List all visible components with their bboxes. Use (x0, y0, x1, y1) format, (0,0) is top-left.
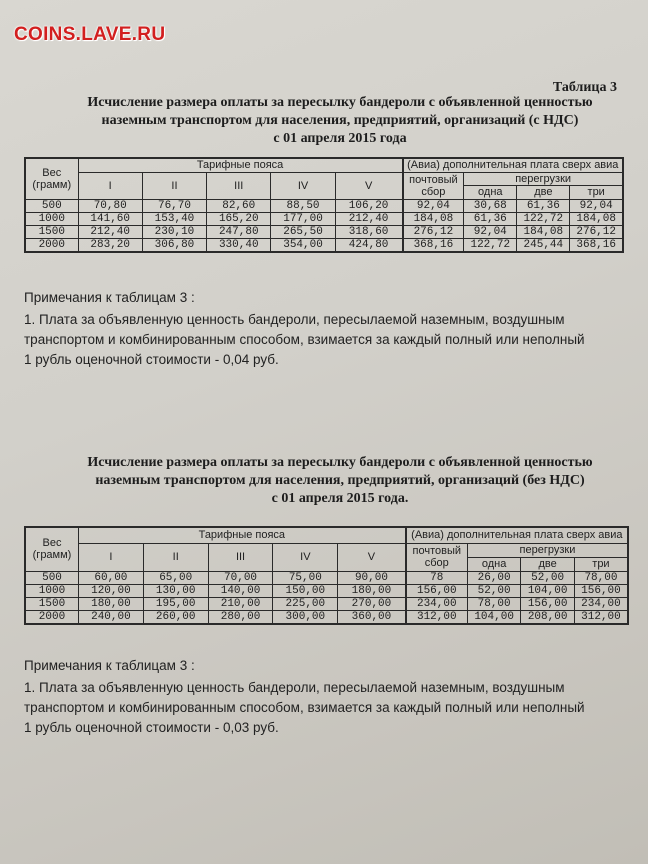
table-cell: 1500 (25, 225, 78, 238)
table-cell: 153,40 (142, 212, 206, 225)
table-cell: 212,40 (78, 225, 142, 238)
table-cell: 280,00 (208, 610, 273, 624)
notes-line: транспортом и комбинированным способом, взимается за каждый полный или неполный (24, 700, 585, 715)
table-cell: 500 (25, 199, 78, 212)
table-cell: 52,00 (467, 584, 521, 597)
transfer-count-header: одна (467, 557, 521, 571)
notes-heading: Примечания к таблицам 3 : (24, 290, 195, 305)
table-cell: 245,44 (517, 238, 570, 252)
table-cell: 130,00 (143, 584, 208, 597)
postal-fee-header: почтовый сбор (406, 543, 468, 571)
table-cell: 82,60 (207, 199, 271, 212)
table-cell: 177,00 (271, 212, 335, 225)
table-cell: 306,80 (142, 238, 206, 252)
table-number-label: Таблица 3 (552, 80, 617, 95)
table-cell: 180,00 (338, 584, 406, 597)
zone-header: III (207, 172, 271, 199)
table-cell: 1500 (25, 597, 79, 610)
zone-header: I (78, 172, 142, 199)
table2-notes (24, 656, 624, 738)
table1-title-line: наземным транспортом для населения, предприятий, организаций (с НДС) (101, 113, 579, 128)
zone-header: II (142, 172, 206, 199)
table-row (25, 584, 628, 597)
table-cell: 300,00 (273, 610, 338, 624)
table-cell: 184,08 (570, 212, 623, 225)
table-cell: 52,00 (521, 571, 575, 584)
zone-header: II (143, 543, 208, 571)
table-cell: 184,08 (517, 225, 570, 238)
table1-title-line: Исчисление размера оплаты за пересылку бандероли с объявленной ценностью (87, 95, 593, 110)
table-cell: 195,00 (143, 597, 208, 610)
weight-header: Вес (грамм) (25, 527, 79, 571)
table-cell: 265,50 (271, 225, 335, 238)
table-cell: 122,72 (464, 238, 517, 252)
table-row (25, 199, 623, 212)
table-cell: 354,00 (271, 238, 335, 252)
table-cell: 60,00 (79, 571, 144, 584)
tariff-table-without-vat (24, 526, 629, 625)
table-cell: 283,20 (78, 238, 142, 252)
notes-line: 1 рубль оценочной стоимости - 0,03 руб. (24, 720, 279, 735)
zone-header: IV (273, 543, 338, 571)
table-cell: 150,00 (273, 584, 338, 597)
table-cell: 65,00 (143, 571, 208, 584)
table-cell: 26,00 (467, 571, 521, 584)
transfer-count-header: одна (464, 185, 517, 199)
table-cell: 92,04 (403, 199, 464, 212)
transfers-header: перегрузки (467, 543, 628, 557)
table2-title-line: наземным транспортом для населения, предприятий, организаций (без НДС) (95, 473, 585, 488)
table-cell: 225,00 (273, 597, 338, 610)
table-cell: 75,00 (273, 571, 338, 584)
zone-header: III (208, 543, 273, 571)
table-cell: 156,00 (574, 584, 628, 597)
transfers-header: перегрузки (464, 172, 623, 185)
table-cell: 247,80 (207, 225, 271, 238)
table-cell: 70,00 (208, 571, 273, 584)
notes-heading: Примечания к таблицам 3 : (24, 658, 195, 673)
notes-line: 1 рубль оценочной стоимости - 0,04 руб. (24, 352, 279, 367)
table-cell: 78,00 (467, 597, 521, 610)
table-cell: 1000 (25, 584, 79, 597)
table2-title (40, 454, 640, 508)
table-cell: 368,16 (403, 238, 464, 252)
transfer-count-header: три (570, 185, 623, 199)
table-cell: 500 (25, 571, 79, 584)
table-cell: 78,00 (574, 571, 628, 584)
table-cell: 106,20 (335, 199, 402, 212)
table-row (25, 597, 628, 610)
postal-fee-header: почтовый сбор (403, 172, 464, 199)
table2-title-line: Исчисление размера оплаты за пересылку бандероли с объявленной ценностью (87, 455, 593, 470)
table-cell: 2000 (25, 610, 79, 624)
table-cell: 234,00 (574, 597, 628, 610)
table-row (25, 238, 623, 252)
table-cell: 184,08 (403, 212, 464, 225)
table-cell: 104,00 (467, 610, 521, 624)
table-cell: 165,20 (207, 212, 271, 225)
table-cell: 312,00 (406, 610, 468, 624)
table-cell: 78 (406, 571, 468, 584)
table-cell: 120,00 (79, 584, 144, 597)
table-cell: 276,12 (570, 225, 623, 238)
table-cell: 30,68 (464, 199, 517, 212)
table-cell: 230,10 (142, 225, 206, 238)
table1-title (40, 94, 640, 148)
notes-line: 1. Плата за объявленную ценность бандероли, пересылаемой наземным, воздушным (24, 680, 565, 695)
table-cell: 260,00 (143, 610, 208, 624)
table-cell: 76,70 (142, 199, 206, 212)
air-surcharge-header: (Авиа) дополнительная плата сверх авиа (403, 158, 623, 172)
table-cell: 212,40 (335, 212, 402, 225)
site-watermark: COINS.LAVE.RU (14, 24, 166, 45)
zone-header: IV (271, 172, 335, 199)
table-cell: 61,36 (517, 199, 570, 212)
air-surcharge-header: (Авиа) дополнительная плата сверх авиа (406, 527, 628, 543)
table-row (25, 225, 623, 238)
table-cell: 141,60 (78, 212, 142, 225)
table-cell: 70,80 (78, 199, 142, 212)
weight-header: Вес (грамм) (25, 158, 78, 199)
table-cell: 208,00 (521, 610, 575, 624)
table-row (25, 571, 628, 584)
notes-line: 1. Плата за объявленную ценность бандероли, пересылаемой наземным, воздушным (24, 312, 565, 327)
zone-header: I (79, 543, 144, 571)
table-cell: 276,12 (403, 225, 464, 238)
table-cell: 61,36 (464, 212, 517, 225)
table-row (25, 212, 623, 225)
transfer-count-header: две (521, 557, 575, 571)
table1-title-line: с 01 апреля 2015 года (273, 131, 407, 146)
tariff-zones-header: Тарифные пояса (78, 158, 402, 172)
table-cell: 122,72 (517, 212, 570, 225)
table-cell: 240,00 (79, 610, 144, 624)
table-cell: 180,00 (79, 597, 144, 610)
table1-notes (24, 288, 624, 370)
zone-header: V (335, 172, 402, 199)
table-cell: 312,00 (574, 610, 628, 624)
transfer-count-header: две (517, 185, 570, 199)
table-cell: 1000 (25, 212, 78, 225)
table-cell: 318,60 (335, 225, 402, 238)
table-cell: 270,00 (338, 597, 406, 610)
table-cell: 156,00 (521, 597, 575, 610)
table-cell: 92,04 (464, 225, 517, 238)
table-row (25, 610, 628, 624)
table-cell: 360,00 (338, 610, 406, 624)
table-cell: 90,00 (338, 571, 406, 584)
table-cell: 424,80 (335, 238, 402, 252)
table-cell: 88,50 (271, 199, 335, 212)
table-cell: 92,04 (570, 199, 623, 212)
zone-header: V (338, 543, 406, 571)
table-cell: 140,00 (208, 584, 273, 597)
tariff-table-with-vat (24, 157, 624, 253)
table-cell: 330,40 (207, 238, 271, 252)
table-cell: 156,00 (406, 584, 468, 597)
table-cell: 2000 (25, 238, 78, 252)
table-cell: 234,00 (406, 597, 468, 610)
notes-line: транспортом и комбинированным способом, взимается за каждый полный или неполный (24, 332, 585, 347)
table2-title-line: с 01 апреля 2015 года. (271, 491, 409, 506)
table-cell: 368,16 (570, 238, 623, 252)
transfer-count-header: три (574, 557, 628, 571)
table-cell: 210,00 (208, 597, 273, 610)
tariff-zones-header: Тарифные пояса (79, 527, 406, 543)
table-cell: 104,00 (521, 584, 575, 597)
